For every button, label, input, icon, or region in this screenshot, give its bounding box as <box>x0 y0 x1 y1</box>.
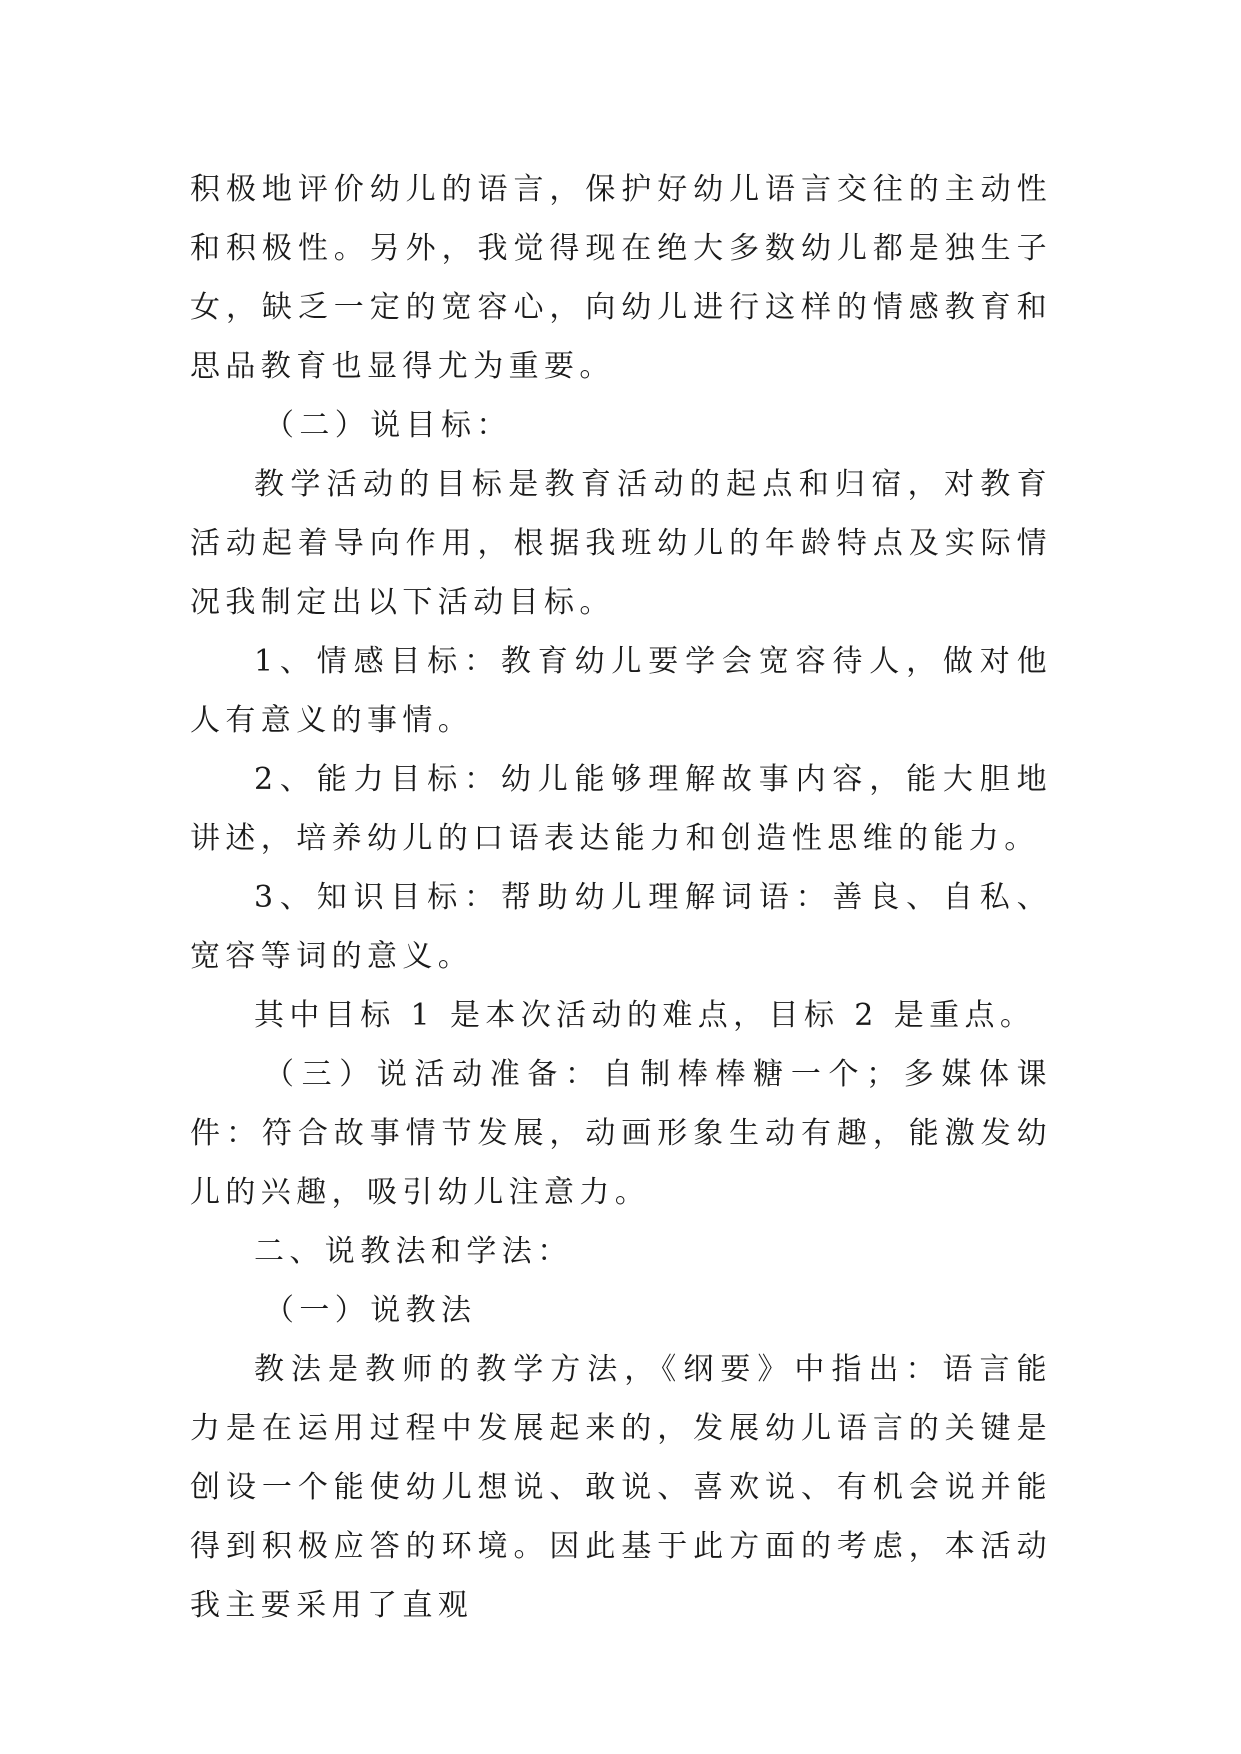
paragraph-evaluation-continuation: 积极地评价幼儿的语言，保护好幼儿语言交往的主动性和积极性。另外，我觉得现在绝大多数幼儿都是独生子女，缺乏一定的宽容心，向幼儿进行这样的情感教育和思品教育也显得尤为重要。 <box>190 172 1052 384</box>
document-body <box>190 160 1052 1635</box>
heading-methods: 二、说教法和学法： <box>254 1234 573 1269</box>
paragraph-key-points: 其中目标 1 是本次活动的难点，目标 2 是重点。 <box>254 998 1036 1033</box>
paragraph-objective-ability: 2、能力目标：幼儿能够理解故事内容，能大胆地讲述，培养幼儿的口语表达能力和创造性思维的能力。 <box>190 762 1052 856</box>
paragraph-preparation: （三）说活动准备：自制棒棒糖一个；多媒体课件：符合故事情节发展，动画形象生动有趣，能激发幼儿的兴趣，吸引幼儿注意力。 <box>190 1057 1052 1210</box>
paragraph-objectives-intro: 教学活动的目标是教育活动的起点和归宿，对教育活动起着导向作用，根据我班幼儿的年龄特点及实际情况我制定出以下活动目标。 <box>190 467 1052 620</box>
paragraph-objective-emotion: 1、情感目标：教育幼儿要学会宽容待人，做对他人有意义的事情。 <box>190 644 1052 738</box>
paragraph-teaching-method: 教法是教师的教学方法，《纲要》中指出：语言能力是在运用过程中发展起来的，发展幼儿语言的关键是创设一个能使幼儿想说、敢说、喜欢说、有机会说并能得到积极应答的环境。因此基于此方面的考虑，本活动我主要采用了直观 <box>190 1352 1052 1623</box>
paragraph-objective-knowledge: 3、知识目标：帮助幼儿理解词语：善良、自私、宽容等词的意义。 <box>190 880 1052 974</box>
heading-objectives: （二）说目标： <box>264 408 512 443</box>
heading-teaching-method: （一）说教法 <box>264 1293 477 1328</box>
